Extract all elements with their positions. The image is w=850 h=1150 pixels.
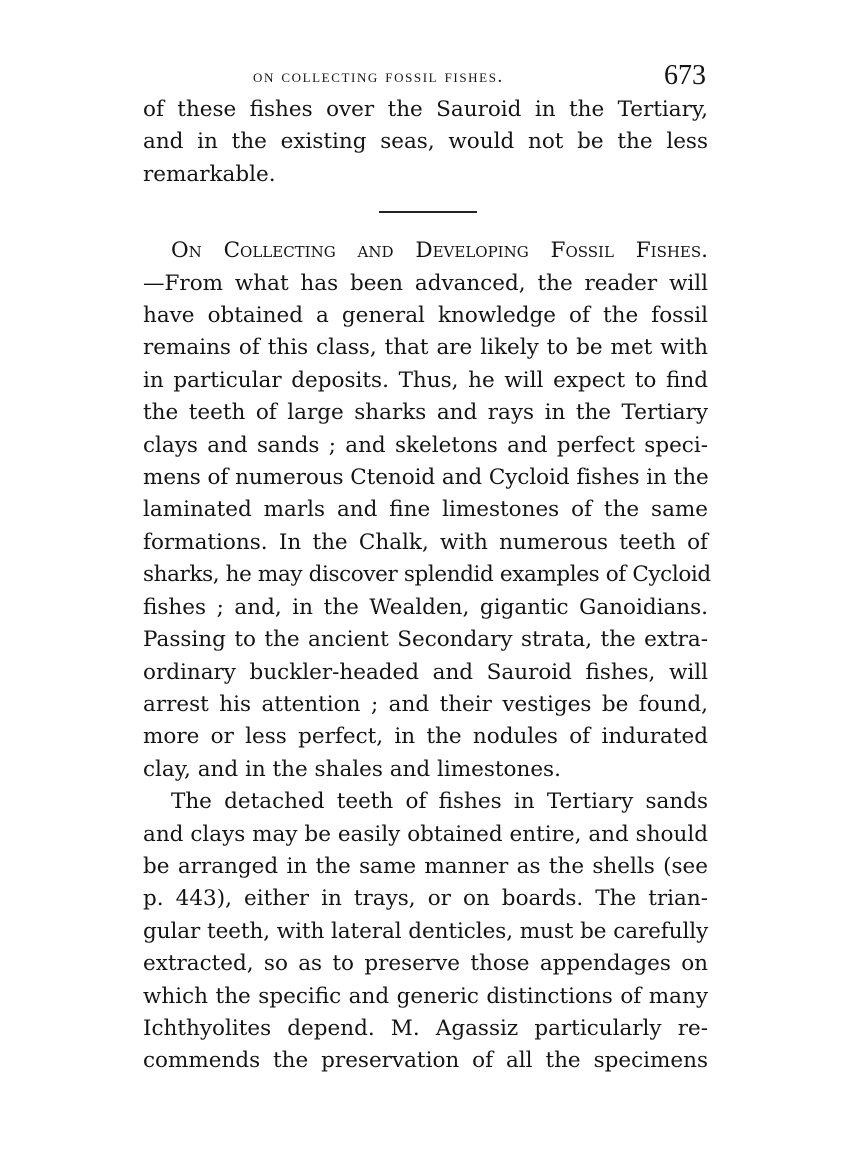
text-line: fishes ; and, in the Wealden, gigantic Ganoidians.	[143, 594, 708, 620]
text-line: Ichthyolites depend. M. Agassiz particularly re-	[143, 1015, 708, 1041]
text-line: and clays may be easily obtained entire, and should	[143, 821, 708, 847]
text-line: laminated marls and fine limestones of the same	[143, 497, 708, 523]
text-line: extracted, so as to preserve those appendages on	[143, 951, 708, 977]
text-line: The detached teeth of fishes in Tertiary sands	[171, 789, 708, 815]
text-line: arrest his attention ; and their vestiges be found,	[143, 691, 708, 717]
text-line: commends the preservation of all the specimens	[143, 1048, 708, 1074]
text-line: sharks, he may discover splendid examples of Cycloid	[143, 562, 711, 588]
text-line: formations. In the Chalk, with numerous teeth of	[143, 529, 708, 555]
text-line: remarkable.	[143, 161, 276, 187]
text-line: —From what has been advanced, the reader will	[143, 270, 708, 296]
text-line: remains of this class, that are likely to be met with	[143, 335, 708, 361]
text-line: clay, and in the shales and limestones.	[143, 756, 561, 782]
continuation-paragraph	[143, 94, 708, 191]
text-line: and in the existing seas, would not be the less	[143, 129, 708, 155]
section-divider	[379, 211, 477, 213]
text-line: p. 443), either in trays, or on boards. The trian-	[143, 886, 708, 912]
running-head	[143, 60, 708, 94]
text-line: mens of numerous Ctenoid and Cycloid fishes in the	[143, 465, 709, 491]
book-page	[143, 60, 711, 1078]
section-paragraph	[143, 235, 711, 786]
text-line: have obtained a general knowledge of the fossil	[143, 303, 708, 329]
section-heading: On Collecting and Developing Fossil Fishes.	[171, 238, 708, 264]
teeth-paragraph	[143, 786, 708, 1078]
text-line: be arranged in the same manner as the shells (see	[143, 853, 708, 879]
text-line: more or less perfect, in the nodules of indurated	[143, 724, 708, 750]
page-number: 673	[664, 60, 706, 91]
text-line: the teeth of large sharks and rays in the Tertiary	[143, 400, 708, 426]
text-line: gular teeth, with lateral denticles, must be carefully	[143, 918, 709, 944]
running-title: on collecting fossil fishes.	[253, 66, 504, 87]
text-line: Passing to the ancient Secondary strata, the extra-	[143, 627, 708, 653]
text-line: in particular deposits. Thus, he will expect to find	[143, 367, 708, 393]
body-text	[143, 94, 711, 1078]
text-line: ordinary buckler-headed and Sauroid fishes, will	[143, 659, 708, 685]
text-line: which the specific and generic distinctions of many	[143, 983, 708, 1009]
text-line: clays and sands ; and skeletons and perfect speci-	[143, 432, 708, 458]
text-line: of these fishes over the Sauroid in the Tertiary,	[143, 97, 708, 122]
